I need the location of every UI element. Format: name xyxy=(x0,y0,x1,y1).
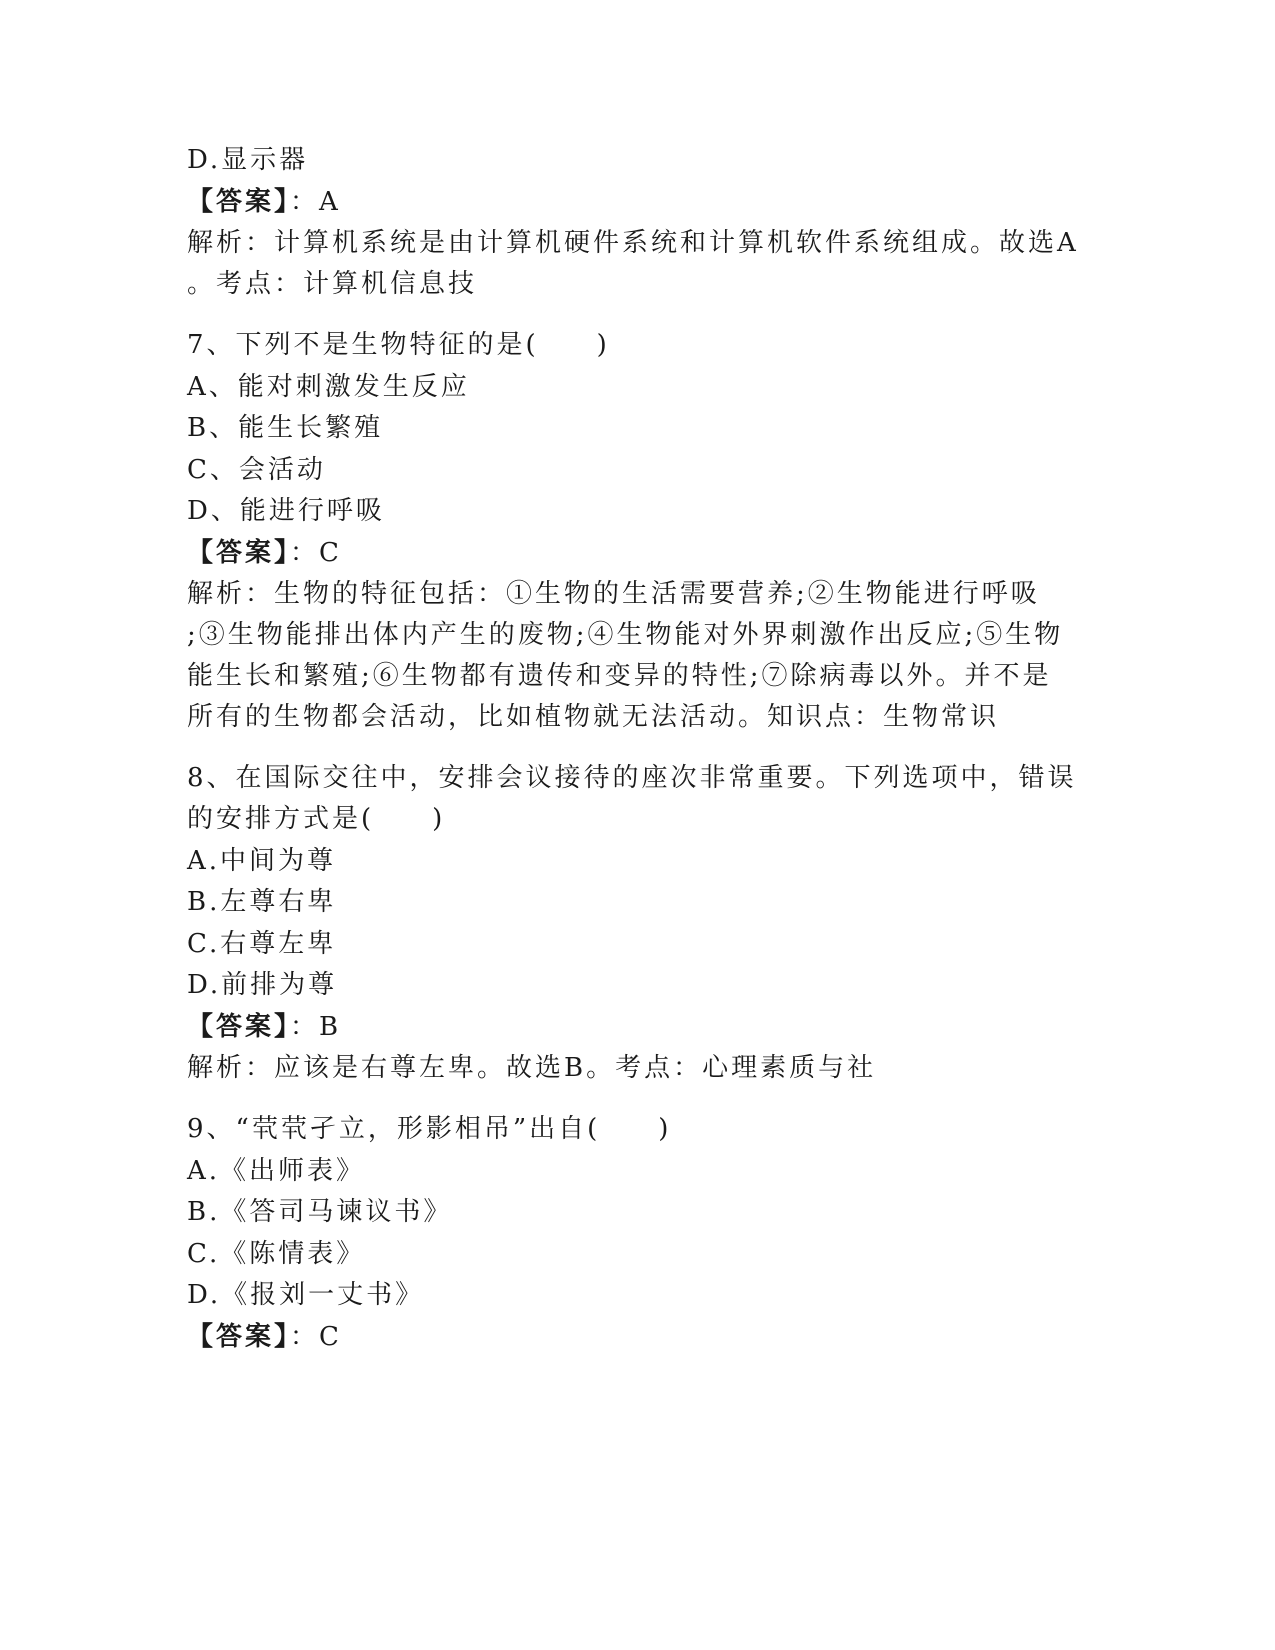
q7-answer xyxy=(187,536,1087,570)
q8-option-d: D.前排为尊 xyxy=(187,970,338,1000)
q8-answer-label: 【答案】 xyxy=(187,1012,291,1042)
q8-option-b: B.左尊右卑 xyxy=(187,887,337,917)
q7-analysis-line-1: 解析：生物的特征包括：①生物的生活需要营养;②生物能进行呼吸 xyxy=(187,579,1040,609)
q8-analysis-line-1: 解析：应该是右尊左卑。故选B。考点：心理素质与社 xyxy=(187,1053,877,1083)
q7-option-d: D、能进行呼吸 xyxy=(187,496,385,526)
q8-option-a: A.中间为尊 xyxy=(187,846,337,876)
q6-analysis-line-2: 。考点：计算机信息技 xyxy=(187,269,478,299)
q9-stem: 9、“茕茕孑立，形影相吊”出自( ) xyxy=(187,1114,672,1144)
q7-analysis-line-4: 所有的生物都会活动，比如植物就无法活动。知识点：生物常识 xyxy=(187,702,1000,732)
q6-option-d: D.显示器 xyxy=(187,145,309,175)
q7-stem: 7、下列不是生物特征的是( ) xyxy=(187,330,610,360)
q7-answer-value: ：C xyxy=(290,538,342,568)
q6-answer-label: 【答案】 xyxy=(187,187,291,217)
q9-answer-value: ：C xyxy=(290,1322,342,1352)
q9-answer-label: 【答案】 xyxy=(187,1322,291,1352)
q7-option-a: A、能对刺激发生反应 xyxy=(187,372,470,402)
q6-answer-value: ：A xyxy=(290,187,341,217)
q8-stem-line-2: 的安排方式是( ) xyxy=(187,804,446,834)
q9-answer xyxy=(187,1320,1087,1354)
q6-analysis-line-1: 解析：计算机系统是由计算机硬件系统和计算机软件系统组成。故选A xyxy=(187,228,1079,258)
q8-option-c: C.右尊左卑 xyxy=(187,929,337,959)
q8-stem-line-1: 8、在国际交往中，安排会议接待的座次非常重要。下列选项中，错误 xyxy=(187,763,1077,793)
q9-option-a: A.《出师表》 xyxy=(187,1156,366,1186)
q7-analysis-line-3: 能生长和繁殖;⑥生物都有遗传和变异的特性;⑦除病毒以外。并不是 xyxy=(187,661,1052,691)
q9-option-c: C.《陈情表》 xyxy=(187,1239,366,1269)
q9-option-b: B.《答司马谏议书》 xyxy=(187,1197,453,1227)
q9-option-d: D.《报刘一丈书》 xyxy=(187,1280,425,1310)
q7-answer-label: 【答案】 xyxy=(187,538,291,568)
q8-answer-value: ：B xyxy=(290,1012,342,1042)
q8-answer xyxy=(187,1010,1087,1044)
q7-option-c: C、会活动 xyxy=(187,455,326,485)
q7-analysis-line-2: ;③生物能排出体内产生的废物;④生物能对外界刺激作出反应;⑤生物 xyxy=(187,620,1064,650)
q6-answer xyxy=(187,185,1087,219)
q7-option-b: B、能生长繁殖 xyxy=(187,413,384,443)
